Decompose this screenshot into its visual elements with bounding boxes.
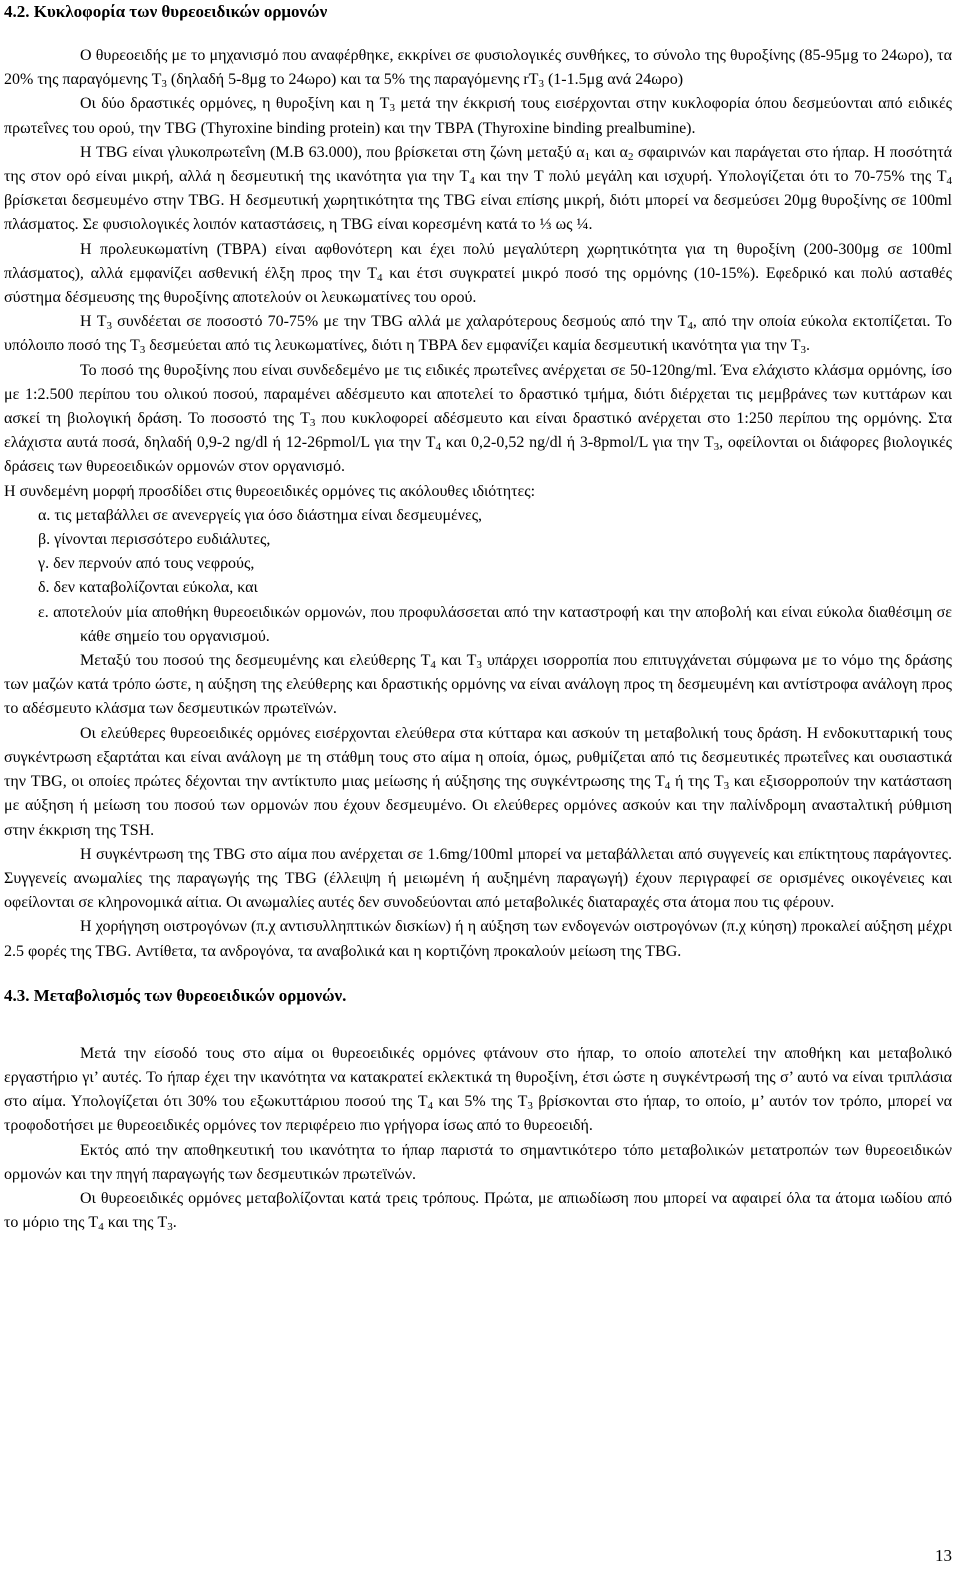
paragraph-free-hormones: Οι ελεύθερες θυρεοειδικές ορμόνες εισέρχονται ελεύθερα στα κύτταρα και ασκούν τη μεταβολική τους δράση. Η ενδοκυτταρική τους συγκέντρωση εξαρτάται και είναι ανάλογη με τη στάθμη τους στο αίμα η οποία, όμως, ρυθμίζεται από τις δεσμευτικές πρωτεΐνες και ουσιαστικά την TBG, οι οποίες πρώτες δέχονται την αντίκτυπο μιας μείωσης ή αύξησης της συγκέντρωσης της $T_4$ ή της $T_3$ και εξισορροπούν την κατάσταση με αύξηση ή μείωση του ποσού των ορμονών που έχουν δεσμευμένο. Οι ελεύθερες ορμόνες ασκούν και την παλίνδρομη αναστaλτική ρύθμιση στην έκκριση της TSH. (4, 724, 952, 839)
paragraph-liver-metabolism: Εκτός από την αποθηκευτική του ικανότητα το ήπαρ παριστά το σημαντικότερο τόπο μεταβολικών μετατροπών των θυρεοειδικών ορμονών και την πηγή παραγωγής των δεσμευτικών πρωτεϊνών. (4, 1141, 952, 1183)
paragraph-properties-intro: Η συνδεμένη μορφή προσδίδει στις θυρεοειδικές ορμόνες τις ακόλουθες ιδιότητες: (4, 482, 536, 500)
paragraph-tbpa: Η προλευκωματίνη (TBPA) είναι αφθονότερη και έχει πολύ μεγαλύτερη χωρητικότητα για τη θυροξίνη (200-300μg σε 100ml πλάσματος), αλλά εμφανίζει ασθενική έλξη προς την $T_4$ και έτσι συγκρατεί μικρό ποσό της ορμόνης (10-15%). Εφεδρικό και πολύ ασταθές σύστημα δέσμευσης της θυροξίνης αποτελούν οι λευκωματίνες του ορού. (4, 240, 952, 307)
list-item: γ. δεν περνούν από τους νεφρούς, (38, 555, 255, 573)
document-page (4, 0, 952, 1235)
page-number: 13 (935, 1546, 952, 1565)
spacer (4, 964, 952, 984)
spacer (4, 24, 952, 44)
paragraph-tbg: Η TBG είναι γλυκοπρωτεΐνη (Μ.Β 63.000), που βρίσκεται στη ζώνη μεταξύ $\alpha_1$ και $\alpha_2$ σφαιρινών και παράγεται στο ήπαρ. Η ποσότητά της στον ορό είναι μικρή, αλλά η δεσμευτική της ικανότητα για την $T_4$ και την T πολύ μεγάλη και ισχυρή. Υπολογίζεται ότι το 70-75% της $T_4$ βρίσκεται δεσμευμένο στην TBG. Η δεσμευτική χωρητικότητα της TBG είναι επίσης μικρή, διότι μπορεί να δεσμεύσει 20μg θυροξίνης σε 100ml πλάσματος. Σε φυσιολογικές λοιπόν καταστάσεις, η TBG είναι κορεσμένη κατά το ⅓ ως ¼. (4, 143, 953, 234)
paragraph-binding-proteins: Οι δύο δραστικές ορμόνες, η θυροξίνη και η $T_3$ μετά την έκκρισή τους εισέρχονται στην κυκλοφορία όπου δεσμεύονται από ειδικές πρωτεΐνες του ορού, την TBG (Thyroxine binding protein) και την TBPA (Thyroxine binding prealbumine). (4, 95, 953, 137)
paragraph-liver-storage: Μετά την είσοδό τους στο αίμα οι θυρεοειδικές ορμόνες φτάνουν στο ήπαρ, το οποίο αποτελεί την αποθήκη και μεταβολικό εργαστήριο γι’ αυτές. Το ήπαρ έχει την ικανότητα να κατακρατεί εκλεκτικά τη θυροξίνη, έτσι ώστε η συγκέντρωσή της σ’ αυτό να είναι τριπλάσια στο αίμα. Υπολογίζεται ότι 30% του εξωκυττάριου ποσού της $T_4$ και 5% της $T_3$ βρίσκονται στο ήπαρ, το οποίο, μ’ αυτόν τον τρόπο, μπορεί να τροφοδοτήσει με θυρεοειδικές ορμόνες τον περιφέρειο πιο γρήγορα ίσως από το θυρεοειδή. (4, 1044, 953, 1135)
spacer (4, 1008, 952, 1042)
properties-list (4, 504, 952, 649)
paragraph-estrogens: Η χορήγηση οιστρογόνων (π.χ αντισυλληπτικών δισκίων) ή η αύξηση των ενδογενών οιστρογόνων (π.χ κύηση) προκαλεί αύξηση μέχρι 2.5 φορές της TBG. Αντίθετα, τα ανδρογόνα, τα αναβολικά και η κορτιζόνη προκαλούν μείωση της TBG. (4, 918, 952, 960)
list-item: β. γίνονται περισσότερο ευδιάλυτες, (38, 531, 271, 549)
paragraph-free-fraction: Το ποσό της θυροξίνης που είναι συνδεδεμένο με τις ειδικές πρωτεΐνες ανέρχεται σε 50-120ng/ml. Ένα ελάχιστο κλάσμα ορμόνης, ίσο με 1:2.500 περίπου του ολικού ποσού, παραμένει αδέσμευτο και αποτελεί το δραστικό τμήμα, διότι διέρχεται τις μεμβράνες των κυττάρων και ασκεί τη βιολογική δράση. Το ποσοστό της $T_3$ που κυκλοφορεί αδέσμευτο και είναι δραστικό ανέρχεται στο 1:250 περίπου της ορμόνης. Στα ελάχιστα αυτά ποσά, δηλαδή 0,9-2 ng/dl ή 12-26pmol/L για την $T_4$ και 0,2-0,52 ng/dl ή 3-8pmol/L για την $T_3$, οφείλονται οι διάφορες βιολογικές δράσεις των θυρεοειδικών ορμονών στον οργανισμό. (4, 361, 953, 476)
paragraph-equilibrium: Μεταξύ του ποσού της δεσμευμένης και ελεύθερης $T_4$ και $T_3$ υπάρχει ισορροπία που επιτυγχάνεται σύμφωνα με το νόμο της δράσης των μαζών κατά τρόπο ώστε, η αύξηση της ελεύθερης και δραστικής ορμόνης να είναι ανάλογη προς τη δεσμευμένη και αντίστροφα ανάλογη προς το αδέσμευτο κλάσμα των δεσμευτικών πρωτεϊνών. (4, 652, 952, 718)
section-4-2-heading: 4.2. Κυκλοφορία των θυρεοειδικών ορμονών (4, 2, 328, 21)
paragraph-secretion: Ο θυρεοειδής με το μηχανισμό που αναφέρθηκε, εκκρίνει σε φυσιολογικές συνθήκες, το σύνολο της θυροξίνης (85-95μg το 24ωρο), τα 20% της παραγόμενης $T_3$ (δηλαδή 5-8μg το 24ωρο) και τα 5% της παραγόμενης $rT_3$ (1-1.5μg ανά 24ωρο) (4, 47, 952, 91)
section-4-3-heading: 4.3. Μεταβολισμός των θυρεοειδικών ορμονών. (4, 985, 347, 1005)
paragraph-metabolism-ways: Οι θυρεοειδικές ορμόνες μεταβολίζονται κατά τρεις τρόπους. Πρώτα, με απιωδίωση που μπορεί να αφαιρεί όλα τα άτομα ιωδίου από το μόριο της $T_4$ και της $T_3$. (4, 1189, 952, 1234)
paragraph-t3-binding: Η $T_3$ συνδέεται σε ποσοστό 70-75% με την TBG αλλά με χαλαρότερους δεσμούς από την $T_4$, από την οποία εύκολα εκτοπίζεται. Το υπόλοιπο ποσό της $T_3$ δεσμεύεται από τις λευκωματίνες, διότι η TBPA δεν εμφανίζει καμία δεσμευτική ικανότητα για την $T_3$. (4, 313, 953, 357)
paragraph-tbg-concentration: Η συγκέντρωση της TBG στο αίμα που ανέρχεται σε 1.6mg/100ml μπορεί να μεταβάλλεται από συγγενείς και επίκτητους παράγοντες. Συγγενείς ανωμαλίες της παραγωγής της TBG (έλλειψη ή μειωμένη ή αυξημένη παραγωγή) έχουν περιγραφεί σε ορισμένες οικογένειες και οφείλονται σε κληρονομικά αίτια. Οι ανωμαλίες αυτές δεν συνοδεύονται από μεταβολικές διαταραχές στα άτομα που τις φέρουν. (4, 845, 952, 912)
list-item: δ. δεν καταβολίζονται εύκολα, και (38, 579, 258, 597)
list-item: ε. αποτελούν μία αποθήκη θυρεοειδικών ορμονών, που προφυλάσσεται από την καταστροφή και την αποβολή και είναι εύκολα διαθέσιμη σε κάθε σημείο του οργανισμού. (38, 603, 952, 645)
list-item: α. τις μεταβάλλει σε ανενεργείς για όσο διάστημα είναι δεσμευμένες, (38, 506, 483, 524)
